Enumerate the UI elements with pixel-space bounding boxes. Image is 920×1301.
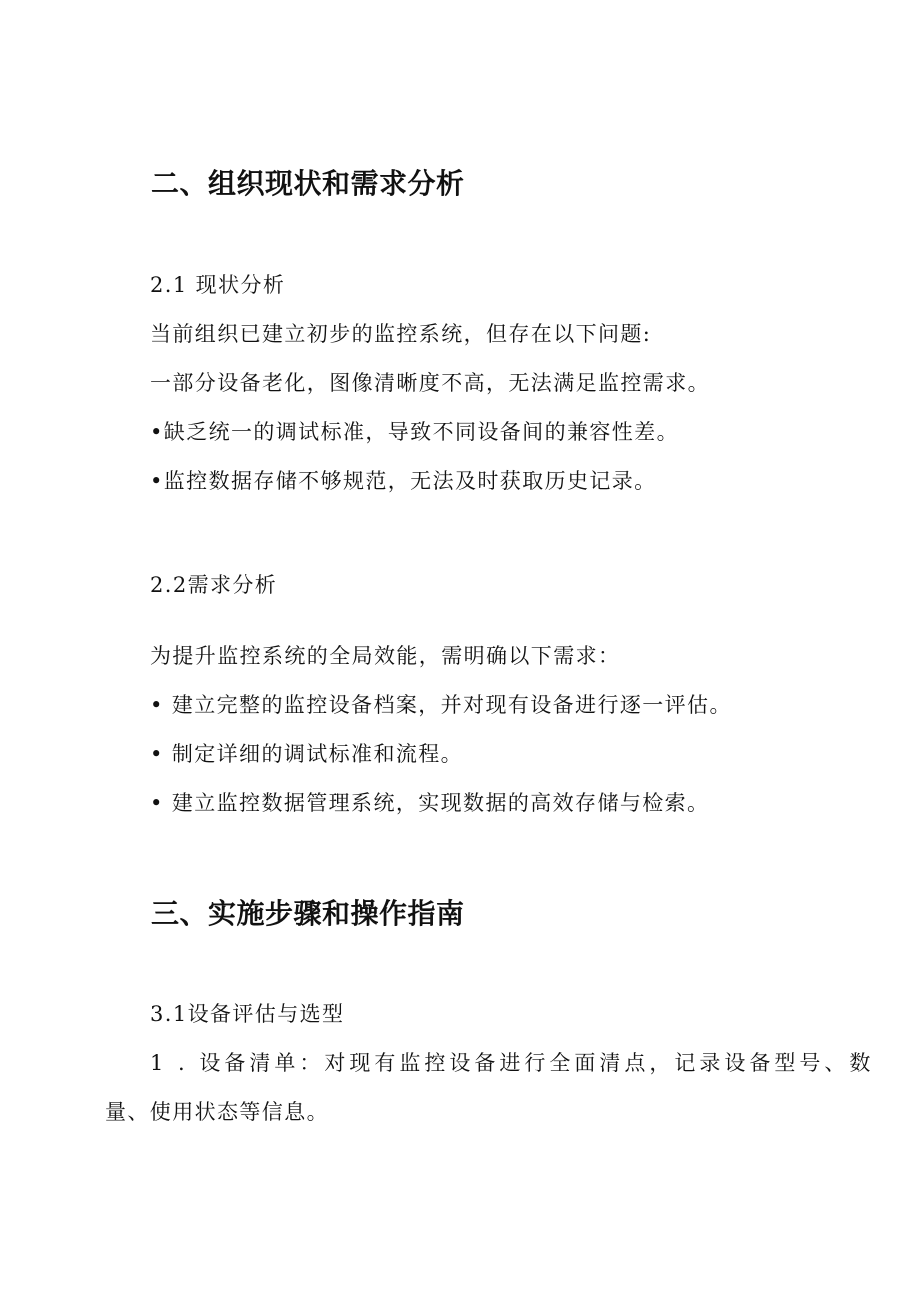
status-intro-text: 当前组织已建立初步的监控系统，但存在以下问题: bbox=[150, 322, 652, 346]
needs-item-1: • 建立完整的监控设备档案，并对现有设备进行逐一评估。 bbox=[150, 693, 732, 717]
subsection-2-1-title: 2.1 现状分析 bbox=[150, 273, 286, 297]
checklist-item-1-line-1: 1 . 设备清单：对现有监控设备进行全面清点，记录设备型号、数 bbox=[150, 1051, 875, 1075]
needs-item-3: • 建立监控数据管理系统，实现数据的高效存储与检索。 bbox=[150, 791, 710, 815]
section-2-heading: 二、组织现状和需求分析 bbox=[151, 167, 465, 200]
needs-item-2: • 制定详细的调试标准和流程。 bbox=[150, 742, 464, 766]
subsection-3-1-title: 3.1设备评估与选型 bbox=[150, 1002, 345, 1026]
needs-intro-text: 为提升监控系统的全局效能，需明确以下需求： bbox=[150, 644, 621, 668]
status-item-1: 一部分设备老化，图像清晰度不高，无法满足监控需求。 bbox=[150, 371, 710, 395]
section-3-heading: 三、实施步骤和操作指南 bbox=[151, 897, 465, 930]
status-item-3: •监控数据存储不够规范，无法及时获取历史记录。 bbox=[150, 469, 657, 493]
subsection-2-2-title: 2.2需求分析 bbox=[150, 573, 278, 597]
status-item-2: •缺乏统一的调试标准，导致不同设备间的兼容性差。 bbox=[150, 420, 679, 444]
checklist-item-1-line-2: 量、使用状态等信息。 bbox=[105, 1100, 329, 1124]
